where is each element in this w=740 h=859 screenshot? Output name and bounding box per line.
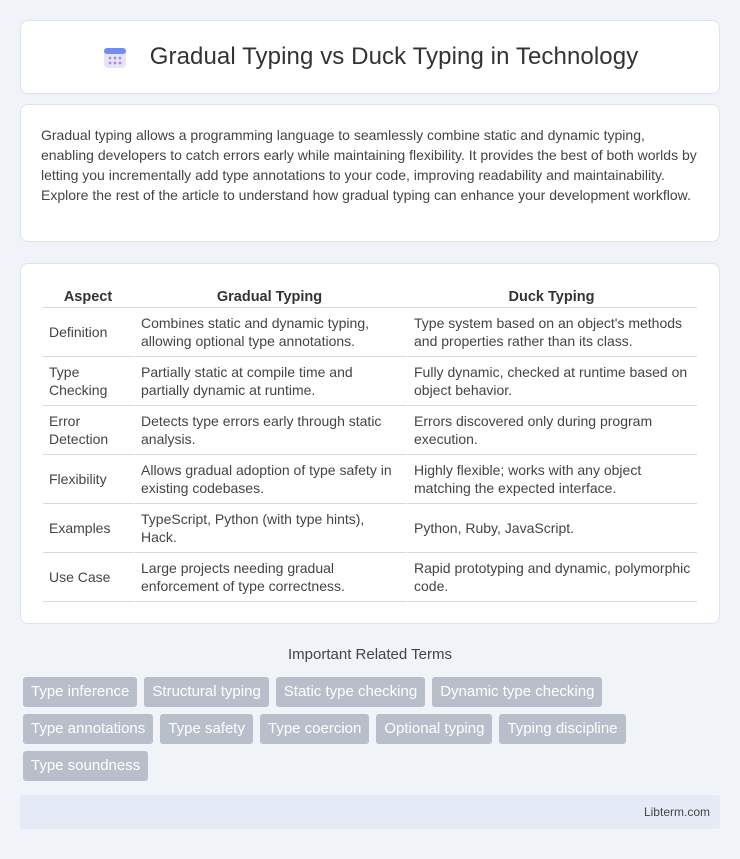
related-terms-title: Important Related Terms — [288, 646, 452, 663]
duck-cell: Rapid prototyping and dynamic, polymorphic code. — [406, 553, 697, 602]
aspect-cell: Flexibility — [43, 455, 133, 504]
duck-cell: Type system based on an object's methods and properties rather than its class. — [406, 308, 697, 357]
table-row — [43, 553, 697, 602]
aspect-cell: Examples — [43, 504, 133, 553]
header-aspect: Aspect — [43, 284, 133, 308]
comparison-table — [43, 284, 697, 602]
comparison-card — [20, 263, 720, 624]
related-term-tag[interactable]: Optional typing — [376, 714, 492, 744]
gradual-cell: Detects type errors early through static analysis. — [133, 406, 406, 455]
related-term-tag[interactable]: Type soundness — [23, 751, 148, 781]
related-term-tag[interactable]: Type annotations — [23, 714, 153, 744]
related-term-tag[interactable]: Structural typing — [144, 677, 268, 707]
header-gradual-typing: Gradual Typing — [133, 284, 406, 308]
related-term-tag[interactable]: Typing discipline — [499, 714, 625, 744]
related-term-tag[interactable]: Type coercion — [260, 714, 369, 744]
aspect-cell: Type Checking — [43, 357, 133, 406]
intro-text: Gradual typing allows a programming language to seamlessly combine static and dynamic typing, enabling developers to catch errors early while maintaining flexibility. It provides the best of both worlds by letting you incrementally add type annotations to your code, improving readability and maintainability. Explore the rest of the article to understand how gradual typing can enhance your development workflow. — [41, 127, 697, 203]
aspect-cell: Use Case — [43, 553, 133, 602]
related-term-tag[interactable]: Type safety — [160, 714, 253, 744]
gradual-cell: TypeScript, Python (with type hints), Hack. — [133, 504, 406, 553]
intro-card — [20, 104, 720, 242]
table-row — [43, 455, 697, 504]
duck-cell: Errors discovered only during program execution. — [406, 406, 697, 455]
duck-cell: Highly flexible; works with any object matching the expected interface. — [406, 455, 697, 504]
header-duck-typing: Duck Typing — [406, 284, 697, 308]
related-term-tag[interactable]: Static type checking — [276, 677, 425, 707]
related-terms-list — [23, 677, 723, 788]
related-term-tag[interactable]: Type inference — [23, 677, 137, 707]
gradual-cell: Combines static and dynamic typing, allowing optional type annotations. — [133, 308, 406, 357]
related-term-tag[interactable]: Dynamic type checking — [432, 677, 602, 707]
aspect-cell: Error Detection — [43, 406, 133, 455]
table-row — [43, 406, 697, 455]
calendar-icon — [102, 44, 128, 70]
duck-cell: Python, Ruby, JavaScript. — [406, 504, 697, 553]
gradual-cell: Allows gradual adoption of type safety in existing codebases. — [133, 455, 406, 504]
table-row — [43, 308, 697, 357]
page-title: Gradual Typing vs Duck Typing in Technology — [149, 43, 639, 70]
table-row — [43, 504, 697, 553]
table-row — [43, 357, 697, 406]
gradual-cell: Partially static at compile time and partially dynamic at runtime. — [133, 357, 406, 406]
footer-site-link[interactable]: Libterm.com — [643, 805, 710, 819]
gradual-cell: Large projects needing gradual enforcement of type correctness. — [133, 553, 406, 602]
header-card — [20, 20, 720, 94]
footer — [20, 795, 720, 829]
duck-cell: Fully dynamic, checked at runtime based on object behavior. — [406, 357, 697, 406]
aspect-cell: Definition — [43, 308, 133, 357]
